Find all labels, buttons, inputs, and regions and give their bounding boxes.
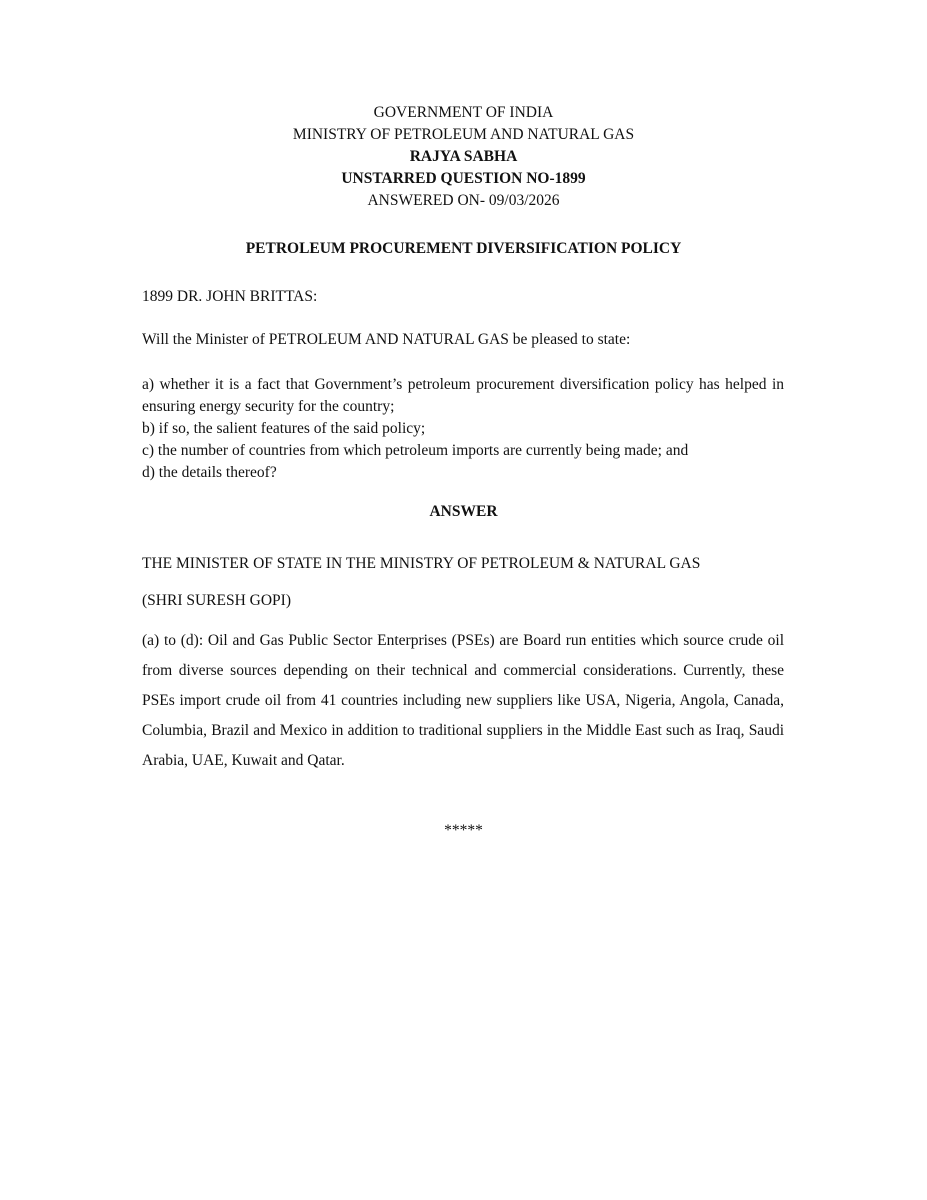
question-number: UNSTARRED QUESTION NO-1899 — [341, 170, 586, 187]
house-line: RAJYA SABHA — [409, 148, 518, 165]
minister-name: (SHRI SURESH GOPI) — [142, 592, 291, 609]
document-header — [0, 102, 927, 212]
ministry-line: MINISTRY OF PETROLEUM AND NATURAL GAS — [292, 126, 635, 143]
answered-date: ANSWERED ON- 09/03/2026 — [367, 192, 560, 209]
question-b: b) if so, the salient features of the said policy; — [142, 420, 426, 437]
answer-heading: ANSWER — [429, 503, 498, 520]
end-marker: ***** — [444, 822, 483, 839]
question-list — [142, 374, 784, 484]
questioner-name: 1899 DR. JOHN BRITTAS: — [142, 288, 318, 305]
question-c: c) the number of countries from which petroleum imports are currently being made; and — [142, 442, 689, 459]
question-subject: PETROLEUM PROCUREMENT DIVERSIFICATION POLICY — [245, 240, 682, 257]
government-line: GOVERNMENT OF INDIA — [373, 104, 554, 121]
question-d: d) the details thereof? — [142, 464, 277, 481]
answer-text: (a) to (d): Oil and Gas Public Sector Enterprises (PSEs) are Board run entities which source crude oil from diverse sources depending on their technical and commercial considerations. Currently, these PSEs import crude oil from 41 countries including new suppliers like USA, Nigeria, Angola, Canada, Columbia, Brazil and Mexico in addition to traditional suppliers in the Middle East such as Iraq, Saudi Arabia, UAE, Kuwait and Qatar. — [142, 632, 784, 769]
minister-designation: THE MINISTER OF STATE IN THE MINISTRY OF PETROLEUM & NATURAL GAS — [142, 555, 701, 572]
question-a: a) whether it is a fact that Government’s petroleum procurement diversification policy has helped in ensuring energy security for the country; — [142, 376, 784, 415]
question-intro: Will the Minister of PETROLEUM AND NATURAL GAS be pleased to state: — [142, 331, 631, 348]
